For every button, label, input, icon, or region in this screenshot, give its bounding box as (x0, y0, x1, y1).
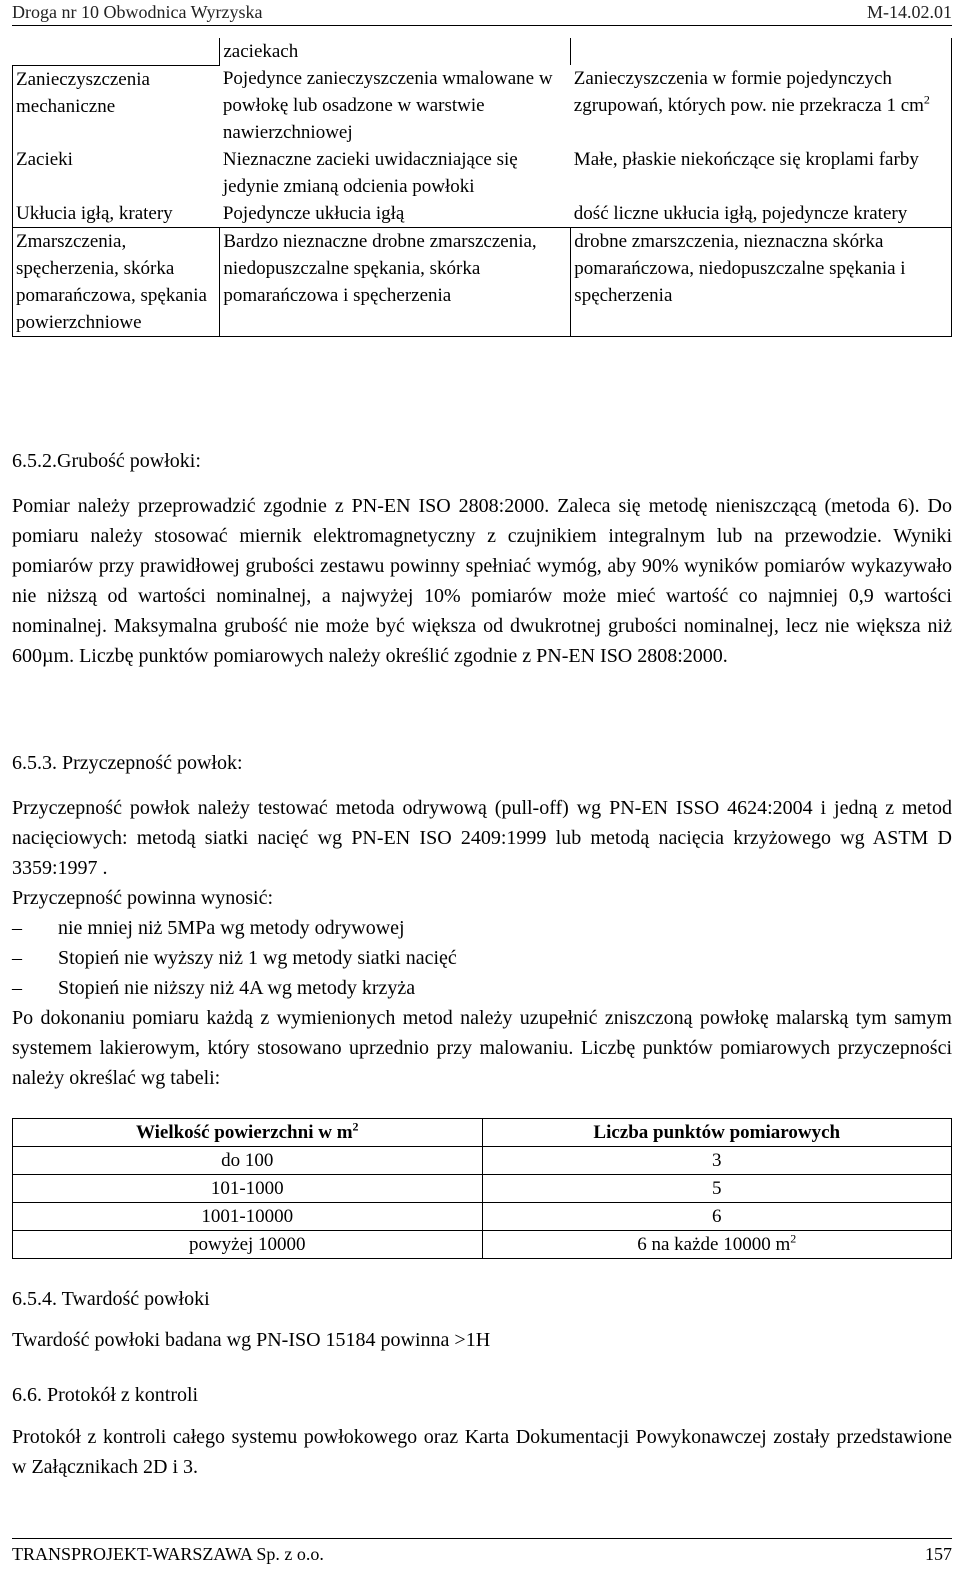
section-heading: 6.5.2.Grubość powłoki: (12, 450, 201, 472)
page-header (12, 0, 952, 26)
requirements-list (12, 913, 952, 1003)
page-footer (12, 1538, 952, 1569)
section-653 (12, 748, 952, 1093)
table-cell: zaciekach (220, 38, 571, 65)
superscript: 2 (790, 1231, 797, 1246)
table-cell: powyżej 10000 (13, 1231, 483, 1259)
table-cell: 1001-10000 (13, 1203, 483, 1231)
section-heading: 6.5.3. Przyczepność powłok: (12, 752, 243, 774)
superscript: 2 (923, 92, 930, 107)
column-header: Liczba punktów pomiarowych (482, 1119, 952, 1147)
paragraph: Protokół z kontroli całego systemu powłokowego oraz Karta Dokumentacji Powykonawczej zostały przedstawione w Załącznikach 2D i 3. (12, 1426, 952, 1478)
dash-marker: – (12, 977, 22, 999)
table-cell: 5 (482, 1175, 952, 1203)
list-item (12, 943, 952, 973)
list-item-text: Stopień nie wyższy niż 1 wg metody siatki nacięć (58, 947, 457, 969)
header-code: M-14.02.01 (867, 2, 952, 22)
section-heading: 6.5.4. Twardość powłoki (12, 1288, 210, 1310)
table-row (13, 1147, 952, 1175)
list-item-text: Stopień nie niższy niż 4A wg metody krzyża (58, 977, 416, 999)
paragraph: Pomiar należy przeprowadzić zgodnie z PN-EN ISO 2808:2000. Zaleca się metodę nieniszczącą (metoda 6). Do pomiaru należy stosować miernik elektromagnetyczny z czujnikiem integralnym lub na przewodzie. Wyniki pomiarów przy prawidłowej grubości zestawu powinny spełniać wymóg, aby 90% wyników pomiarów wykazywało nie niższą od wartości nominalnej, a najwyżej 10% pomiarów może mieć wartość co najmniej 0,9 wartości nominalnej. Maksymalna grubość nie może być większa od dwukrotnej grubości nominalnej, lecz nie większa niż 600µm. Liczbę punktów pomiarowych należy określić zgodnie z PN-EN ISO 2808:2000. (12, 495, 952, 667)
section-heading: 6.6. Protokół z kontroli (12, 1384, 199, 1406)
cell-text: Zanieczyszczenia w formie pojedynczych zgrupowań, których pow. nie przekracza 1 cm (573, 68, 924, 116)
table-cell: Pojedyncze ukłucia igłą (222, 203, 405, 224)
measurement-points-table (12, 1118, 952, 1259)
footer-company: TRANSPROJEKT-WARSZAWA Sp. z o.o. (12, 1544, 324, 1564)
table-cell: dość liczne ukłucia igłą, pojedyncze kratery (571, 200, 952, 228)
table-cell: Zacieki (13, 146, 220, 200)
paragraph: Przyczepność powłok należy testować metoda odrywową (pull-off) wg PN-EN ISSO 4624:2004 i jedną z metod nacięciowych: metodą siatki nacięć wg PN-EN ISO 2409:1999 lub metodą nacięcia krzyżowego wg ASTM D 3359:1997 . (12, 797, 952, 879)
table-cell: 101-1000 (13, 1175, 483, 1203)
table-row (13, 1203, 952, 1231)
table-row (13, 146, 952, 200)
table-cell: drobne zmarszczenia, nieznaczna skórka pomarańczowa, niedopuszczalne spękania i spęcherzenia (571, 228, 952, 337)
table-row (13, 1175, 952, 1203)
dash-marker: – (12, 947, 22, 969)
column-header (13, 1119, 483, 1147)
paragraph: Przyczepność powinna wynosić: (12, 887, 274, 909)
table-cell: Pojedynce zanieczyszczenia wmalowane w powłokę lub osadzone w warstwie nawierzchniowej (222, 68, 553, 143)
table-cell (571, 65, 952, 146)
superscript: 2 (352, 1119, 359, 1134)
table-cell (482, 1231, 952, 1259)
table-cell: 3 (482, 1147, 952, 1175)
table-header-row (13, 1119, 952, 1147)
page-number: 157 (925, 1544, 952, 1564)
cell-text: 6 na każde 10000 m (637, 1234, 791, 1255)
table-row (13, 1231, 952, 1259)
section-654 (12, 1284, 952, 1355)
table-cell: do 100 (13, 1147, 483, 1175)
paragraph: Po dokonaniu pomiaru każdą z wymienionych metod należy uzupełnić zniszczoną powłokę malarską tym samym systemem lakierowym, który stosowano uprzednio przy malowaniu. Liczbę punktów pomiarowych przyczepności należy określać wg tabeli: (12, 1007, 952, 1089)
paragraph: Twardość powłoki badana wg PN-ISO 15184 powinna >1H (12, 1329, 491, 1351)
table-row (13, 38, 952, 65)
table-cell: Małe, płaskie niekończące się kroplami farby (571, 146, 952, 200)
table-cell: 6 (482, 1203, 952, 1231)
defects-table (12, 38, 952, 337)
table-cell: Nieznaczne zacieki uwidaczniające się jedynie zmianą odcienia powłoki (222, 149, 518, 197)
table-row (13, 228, 952, 337)
table-cell: Zanieczyszczenia mechaniczne (13, 65, 220, 146)
list-item-text: nie mniej niż 5MPa wg metody odrywowej (58, 917, 405, 939)
table-cell: Ukłucia igłą, kratery (13, 200, 220, 228)
header-text: Wielkość powierzchni w m (135, 1122, 353, 1143)
section-66 (12, 1380, 952, 1482)
dash-marker: – (12, 917, 22, 939)
section-652 (12, 446, 952, 671)
table-cell: Bardzo nieznaczne drobne zmarszczenia, niedopuszczalne spękania, skórka pomarańczowa i spęcherzenia (220, 228, 571, 337)
table-row (13, 200, 952, 228)
document-page (12, 0, 952, 26)
list-item (12, 973, 952, 1003)
list-item (12, 913, 952, 943)
table-cell: Zmarszczenia, spęcherzenia, skórka pomarańczowa, spękania powierzchniowe (13, 228, 220, 337)
table-row (13, 65, 952, 146)
header-title: Droga nr 10 Obwodnica Wyrzyska (12, 2, 263, 22)
